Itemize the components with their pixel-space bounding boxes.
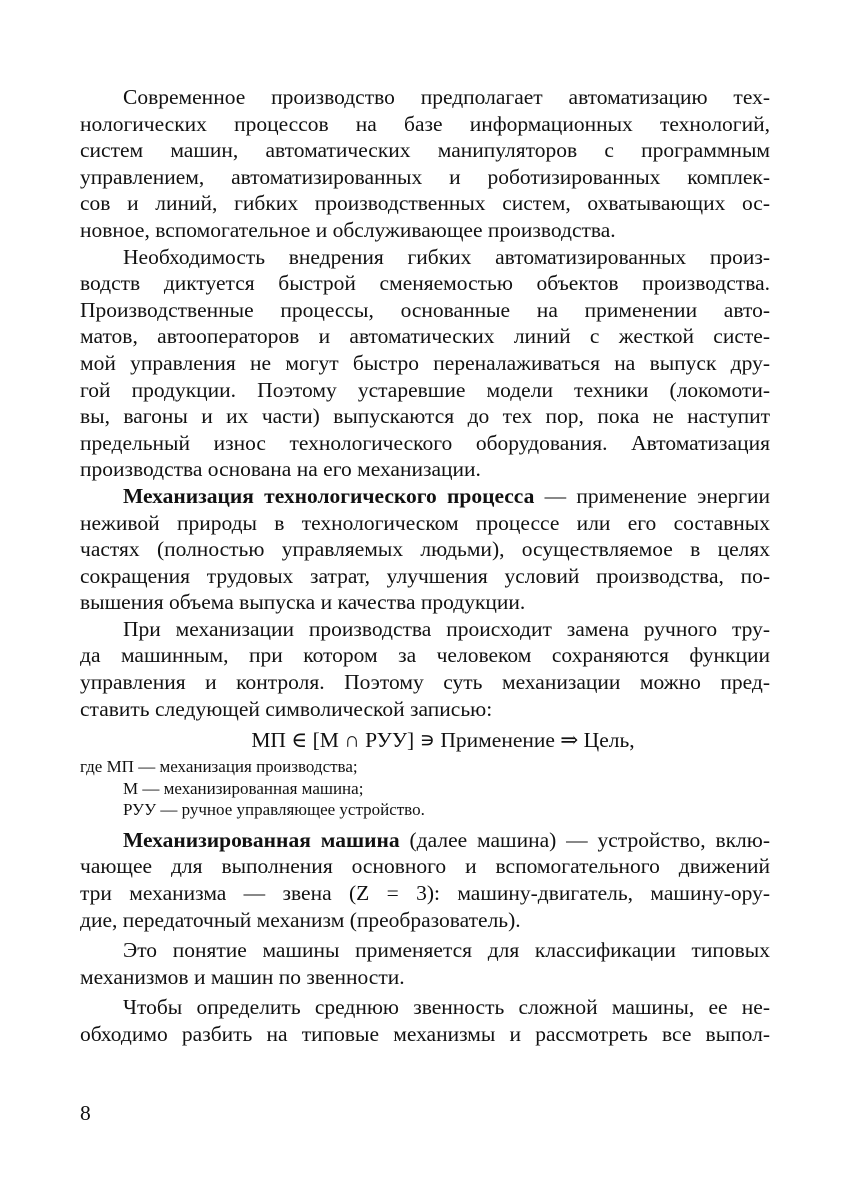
text-line: управлением, автоматизированных и роботизированных комплек-: [80, 164, 770, 189]
text-line: Производственные процессы, основанные на применении авто-: [80, 297, 770, 322]
text-line: Современное производство предполагает автоматизацию тех-: [123, 85, 770, 109]
text-line: производства основана на его механизации.: [80, 457, 481, 482]
text-line: да машинным, при котором за человеком сохраняются функции: [80, 643, 770, 668]
text-line: вы, вагоны и их части) выпускаются до тех пор, пока не наступит: [80, 404, 770, 429]
paragraph: [80, 244, 770, 483]
definition: М — механизированная машина;: [123, 778, 364, 798]
text-line: мой управления не могут быстро переналаживаться на выпуск дру-: [80, 350, 770, 375]
text-line: управления и контроля. Поэтому суть механизации можно пред-: [80, 670, 770, 695]
text-line: сокращения трудовых затрат, улучшения условий производства, по-: [80, 563, 770, 588]
term-bold: Механизированная машина: [123, 827, 400, 852]
text-line: Чтобы определить среднюю звенность сложной машины, ее не-: [123, 995, 770, 1020]
text-line: три механизма — звена (Z = 3): машину-двигатель, машину-ору-: [80, 880, 770, 905]
text-line: [80, 827, 770, 854]
paragraph: [80, 937, 770, 990]
text-line: дие, передаточный механизм (преобразователь).: [80, 907, 521, 932]
text-line: [80, 483, 770, 510]
text-line: ставить следующей символической записью:: [80, 696, 493, 721]
page-number: 8: [80, 1101, 91, 1125]
text-line: водств диктуется быстрой сменяемостью объектов производства.: [80, 271, 770, 296]
formula: МП ∈ [М ∩ РУУ] ∍ Применение ⇒ Цель,: [251, 728, 635, 753]
definition: РУУ — ручное управляющее устройство.: [123, 800, 425, 820]
text-line: матов, автооператоров и автоматических линий с жесткой систе-: [80, 324, 770, 349]
text-line: нологических процессов на базе информационных технологий,: [80, 111, 770, 136]
text-line: новное, вспомогательное и обслуживающее производства.: [80, 217, 616, 242]
text: (далее машина) — устройство, вклю-: [399, 827, 770, 852]
text-line: систем машин, автоматических манипуляторов с программным: [80, 138, 770, 163]
paragraph: [80, 483, 770, 616]
definition: где МП — механизация производства;: [80, 757, 358, 777]
text-line: механизмов и машин по звенности.: [80, 964, 405, 989]
term-bold: Механизация технологического процесса: [123, 483, 535, 508]
text-line: Это понятие машины применяется для классификации типовых: [123, 938, 770, 963]
text-line: сов и линий, гибких производственных систем, охватывающих ос-: [80, 191, 770, 216]
text-line: чающее для выполнения основного и вспомогательного движений: [80, 854, 770, 879]
page-body: [80, 84, 770, 1048]
paragraph: [80, 994, 770, 1047]
paragraph: [80, 827, 770, 933]
text-line: Необходимость внедрения гибких автоматизированных произ-: [123, 244, 770, 269]
text-line: вышения объема выпуска и качества продукции.: [80, 590, 526, 615]
paragraphs-bottom: [80, 827, 770, 1048]
formula-definitions: [80, 756, 770, 821]
text-line: обходимо разбить на типовые механизмы и рассмотреть все выпол-: [80, 1021, 770, 1046]
paragraph: [80, 84, 770, 244]
paragraph: [80, 616, 770, 722]
text-line: неживой природы в технологическом процессе или его составных: [80, 510, 770, 535]
text-line: гой продукции. Поэтому устаревшие модели техники (локомоти-: [80, 377, 770, 402]
text: — применение энергии: [534, 483, 770, 508]
text-line: предельный износ технологического оборудования. Автоматизация: [80, 430, 770, 455]
text-line: частях (полностью управляемых людьми), осуществляемое в целях: [80, 537, 770, 562]
paragraphs-top: [80, 84, 770, 722]
text-line: При механизации производства происходит замена ручного тру-: [123, 616, 770, 641]
